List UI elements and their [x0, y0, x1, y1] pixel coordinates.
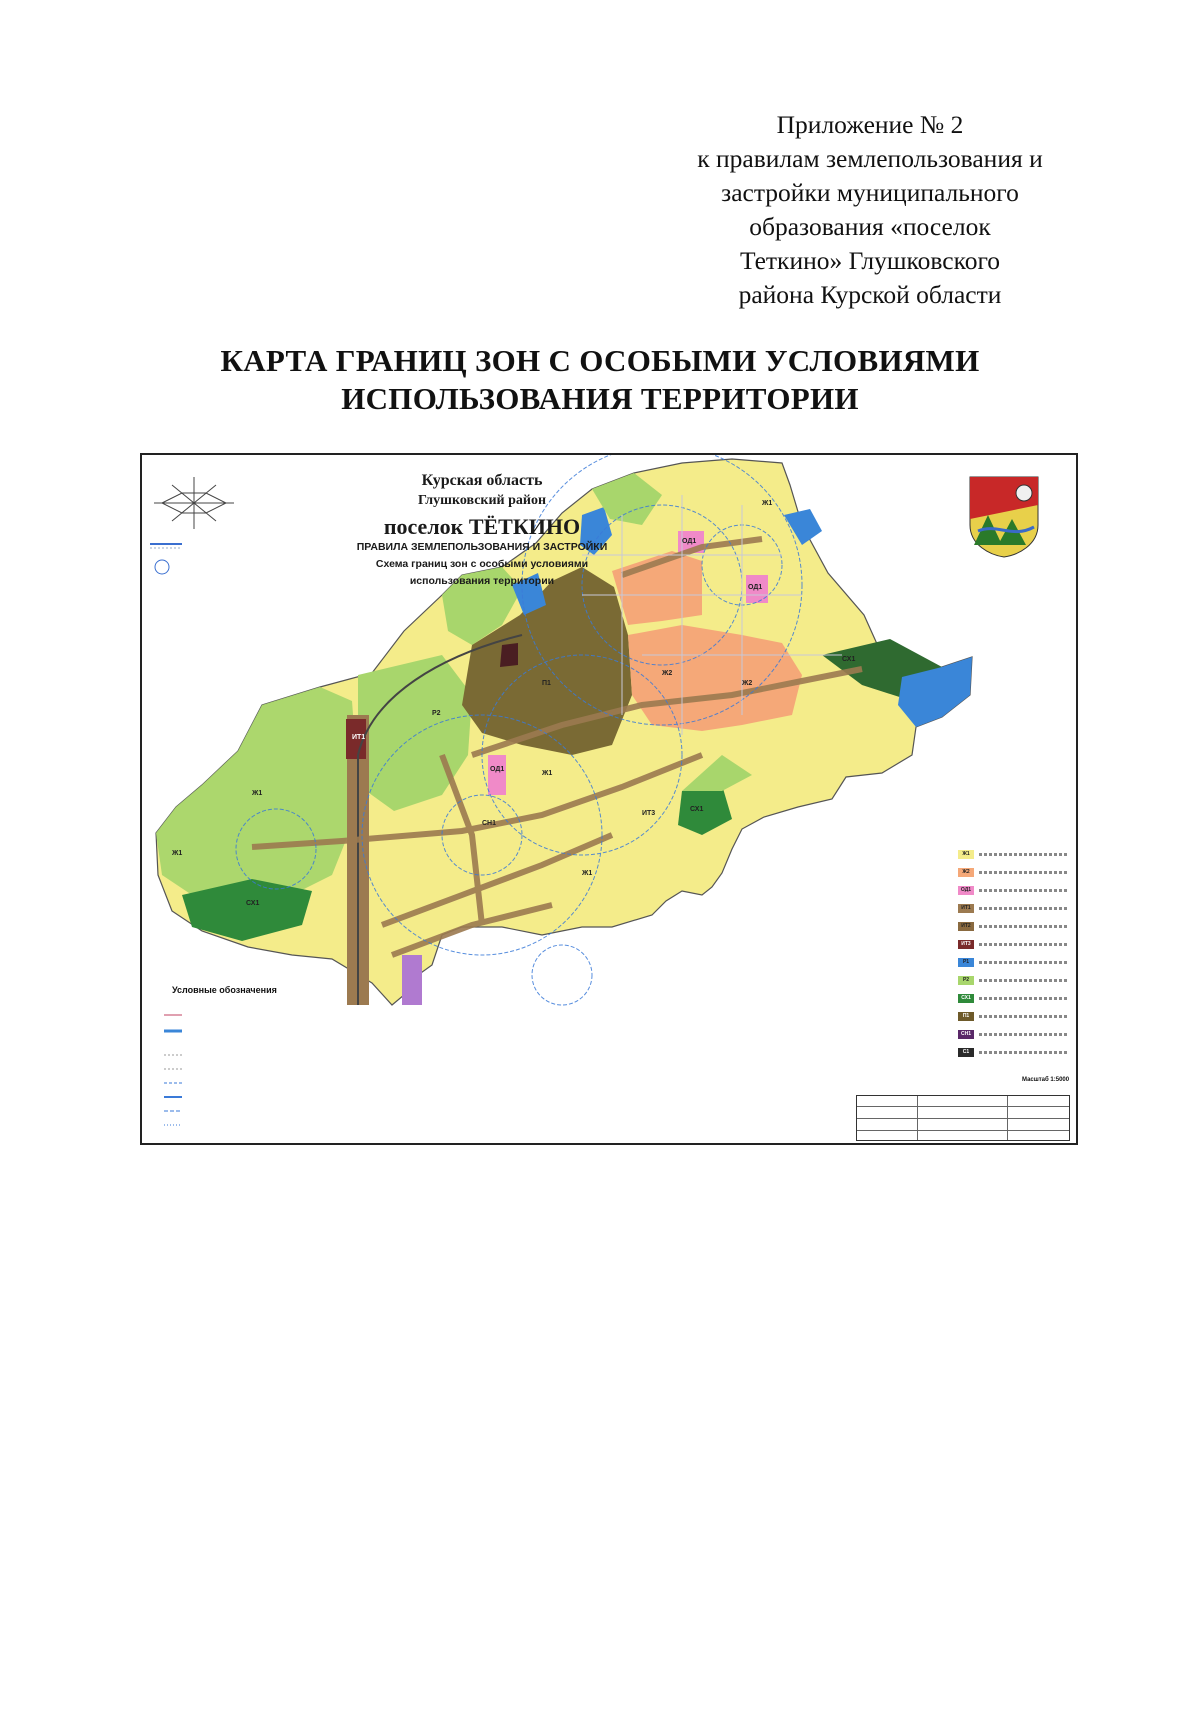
map-scheme-line-1: Схема границ зон с особыми условиями: [375, 558, 589, 570]
svg-text:СХ1: СХ1: [842, 656, 856, 663]
annex-line: Приложение № 2: [776, 110, 964, 139]
svg-text:Ж1: Ж1: [582, 870, 593, 877]
legend-swatch: С1: [958, 1048, 974, 1057]
annex-line: образования «поселок: [749, 212, 991, 241]
legend-swatch: Ж2: [958, 868, 974, 877]
legend-swatch: СХ1: [958, 994, 974, 1003]
legend-swatch: Р2: [958, 976, 974, 985]
zone-special: [500, 643, 518, 667]
title-line-2: ИСПОЛЬЗОВАНИЯ ТЕРРИТОРИИ: [341, 381, 859, 416]
title-line-1: КАРТА ГРАНИЦ ЗОН С ОСОБЫМИ УСЛОВИЯМИ: [220, 343, 980, 378]
map-region: Курская область: [421, 472, 543, 489]
legend-swatch: Ж1: [958, 850, 974, 859]
legend-swatch: СН1: [958, 1030, 974, 1039]
annex-line: Теткино» Глушковского: [739, 246, 1001, 275]
legend-swatch: Р1: [958, 958, 974, 967]
zone-od1-c: [488, 755, 506, 795]
legend-swatch: ИТ1: [958, 904, 974, 913]
legend-swatch: ОД1: [958, 886, 974, 895]
svg-text:Р2: Р2: [432, 710, 441, 717]
legend-swatch: ИТ2: [958, 922, 974, 931]
svg-text:Ж2: Ж2: [742, 680, 753, 687]
legend-swatch: П1: [958, 1012, 974, 1021]
annex-line: застройки муниципального: [721, 178, 1019, 207]
map-rules: ПРАВИЛА ЗЕМЛЕПОЛЬЗОВАНИЯ И ЗАСТРОЙКИ: [356, 541, 608, 553]
map-scale: Масштаб 1:5000: [1022, 1077, 1070, 1083]
annex-block: [660, 108, 1080, 312]
legend-left-title: Условные обозначения: [172, 985, 277, 995]
document-title: [140, 342, 1060, 418]
svg-text:СХ1: СХ1: [690, 806, 704, 813]
map-header: [332, 471, 632, 588]
svg-text:Ж1: Ж1: [252, 790, 263, 797]
svg-text:ОД1: ОД1: [490, 766, 505, 773]
compass-icon: [154, 477, 234, 529]
annex-line: к правилам землепользования и: [697, 144, 1043, 173]
svg-text:ОД1: ОД1: [748, 584, 763, 591]
svg-text:СН1: СН1: [482, 820, 497, 827]
map-scheme-line-2: использования территории: [409, 575, 555, 587]
coat-of-arms-icon: [968, 475, 1040, 559]
annex-line: района Курской области: [738, 280, 1002, 309]
zone-od-south: [402, 955, 422, 1005]
legend-top-left-lines: [150, 544, 182, 574]
legend-left-items: [164, 1015, 182, 1125]
svg-text:ИТ1: ИТ1: [352, 734, 366, 741]
map-village: поселок ТЁТКИНО: [383, 514, 581, 539]
svg-text:Ж1: Ж1: [542, 770, 553, 777]
svg-text:ОД1: ОД1: [682, 538, 697, 545]
svg-text:П1: П1: [542, 680, 551, 687]
title-block-stamp: [856, 1095, 1070, 1141]
svg-text:ИТ3: ИТ3: [642, 810, 656, 817]
svg-text:Ж2: Ж2: [662, 670, 673, 677]
zone-legend: [958, 845, 1068, 1061]
svg-text:Ж1: Ж1: [172, 850, 183, 857]
map-district: Глушковский район: [417, 493, 547, 508]
legend-swatch: ИТ3: [958, 940, 974, 949]
svg-text:Ж1: Ж1: [762, 500, 773, 507]
zoning-map: [140, 453, 1078, 1145]
svg-text:СХ1: СХ1: [246, 900, 260, 907]
